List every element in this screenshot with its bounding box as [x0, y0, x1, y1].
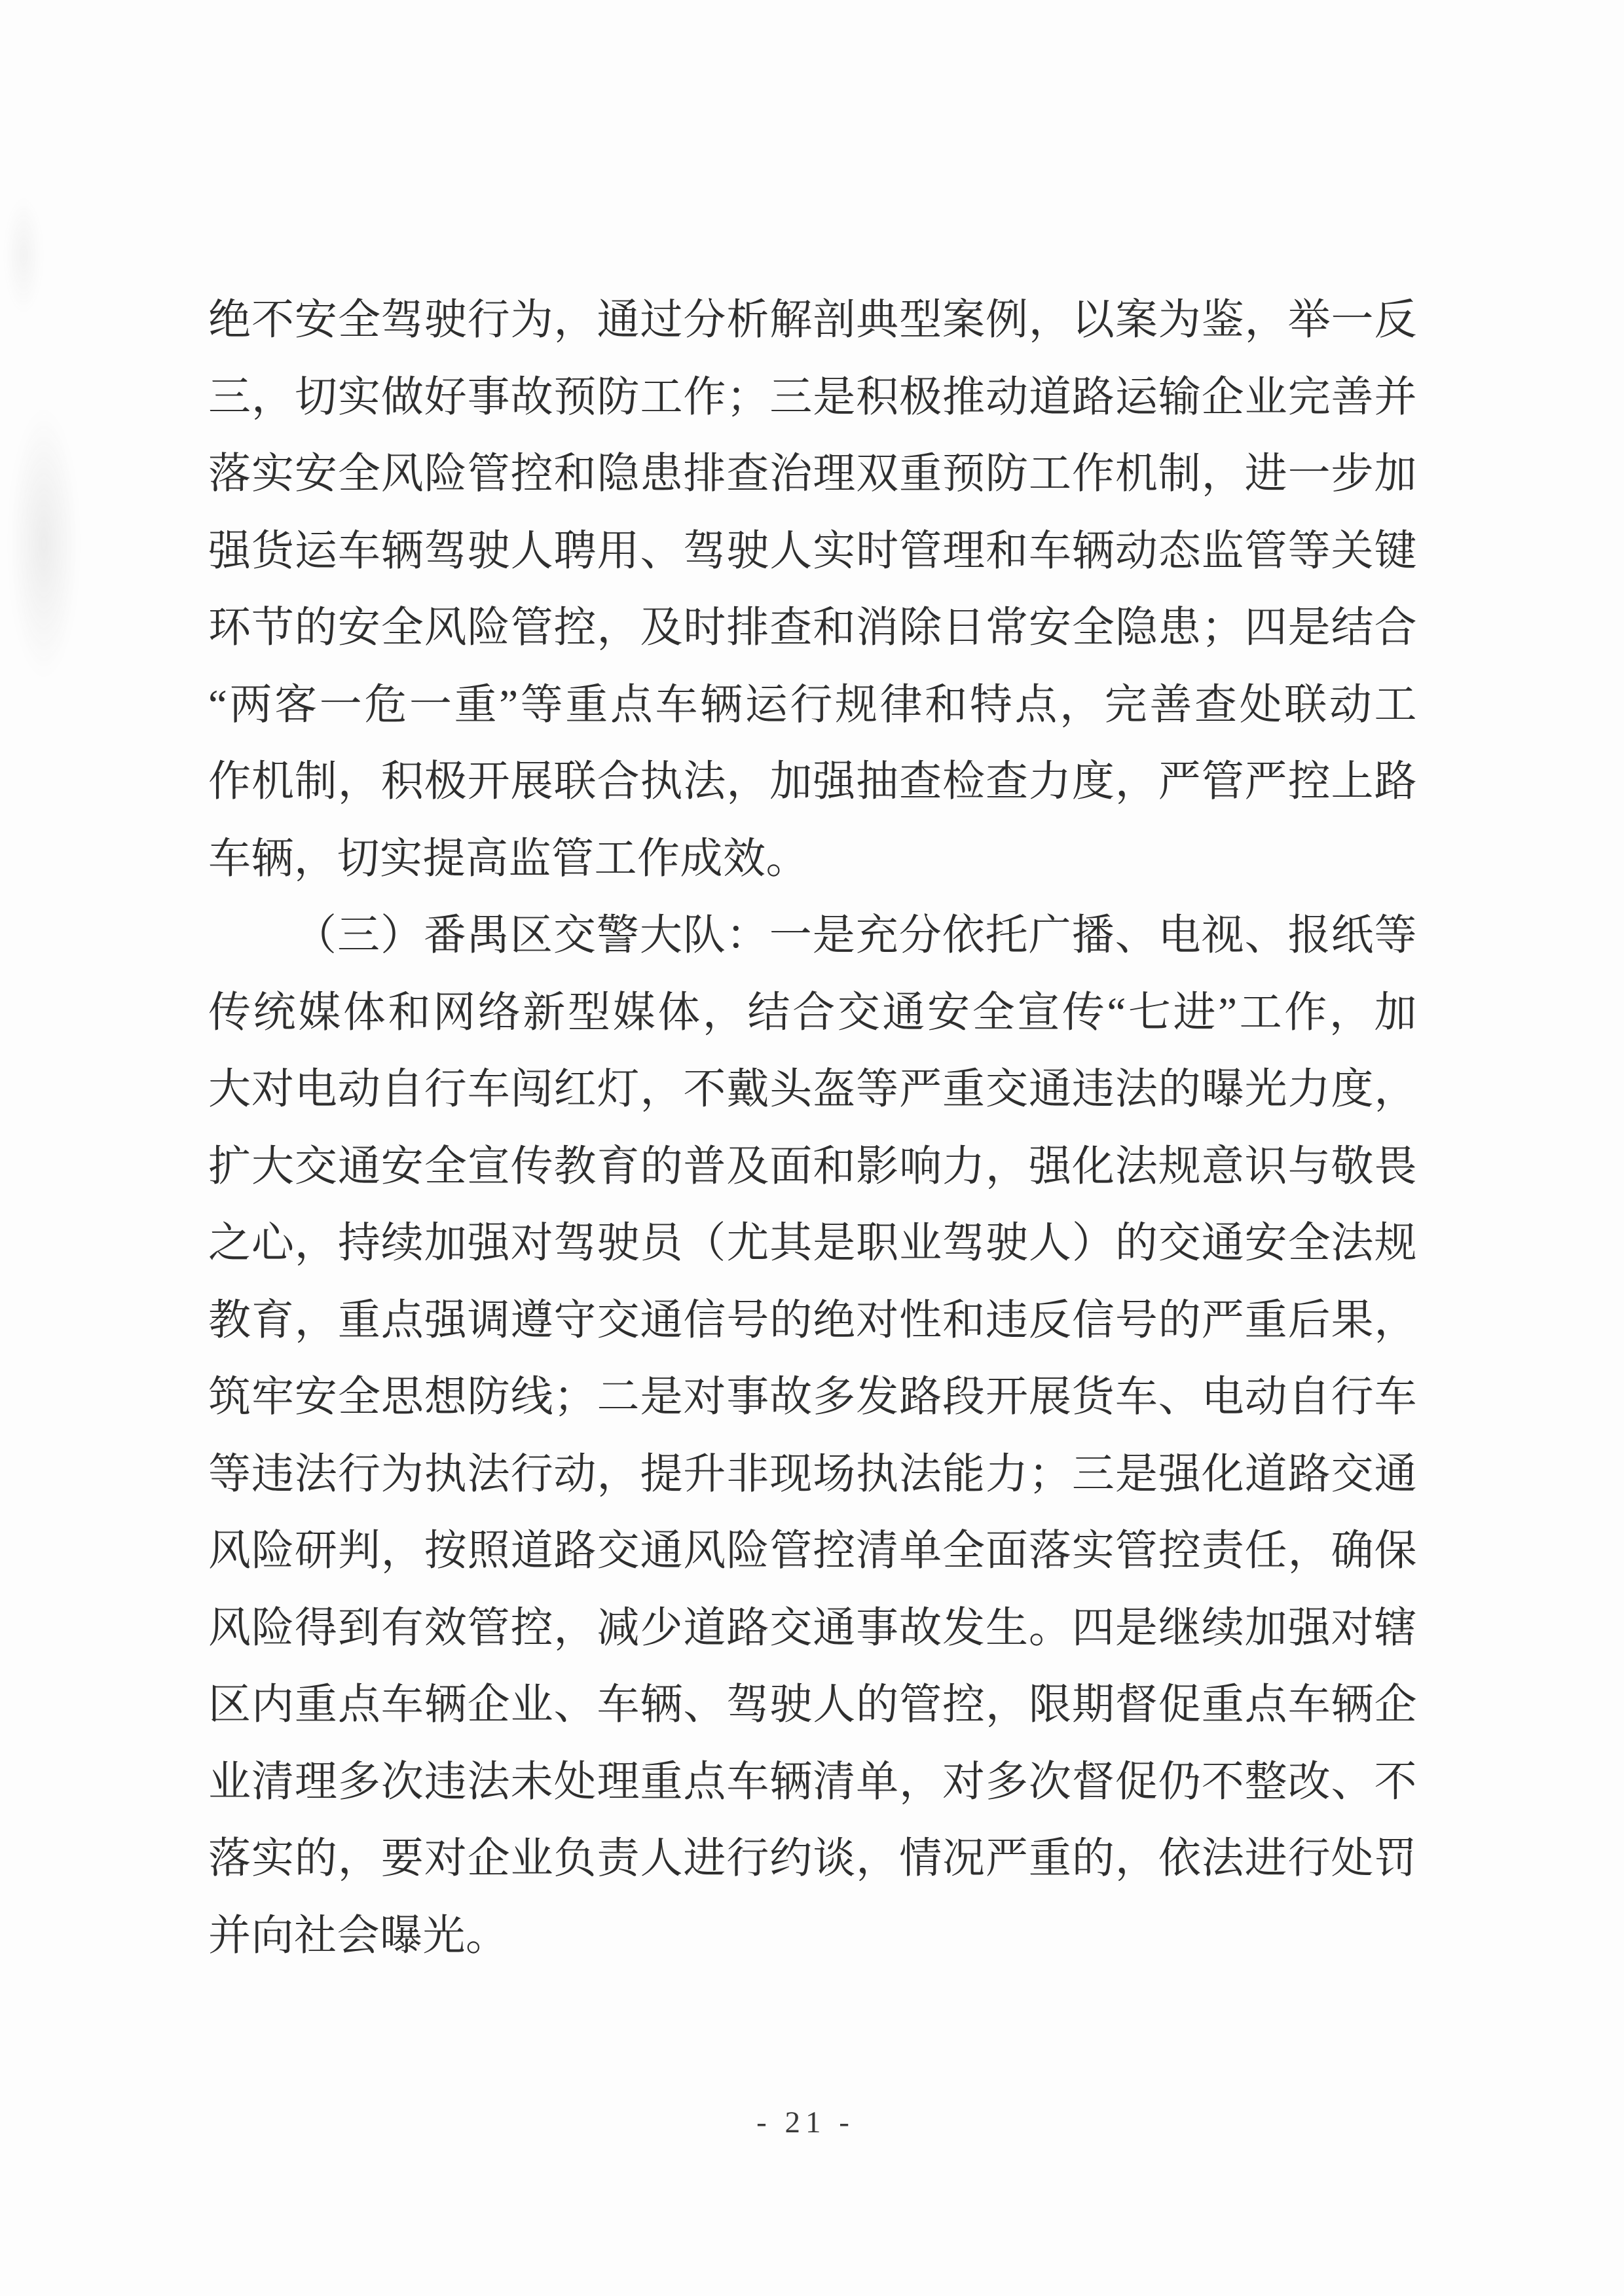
text-line: 强货运车辆驾驶人聘用、驾驶人实时管理和车辆动态监管等关键 [208, 527, 1417, 575]
text-line: 车辆，切实提高监管工作成效。 [208, 835, 809, 883]
text-line: 区内重点车辆企业、车辆、驾驶人的管控，限期督促重点车辆企 [208, 1681, 1417, 1728]
paragraph-section-three [208, 898, 1417, 1975]
text-line: 落实安全风险管控和隐患排查治理双重预防工作机制，进一步加 [208, 450, 1417, 498]
text-line: 落实的，要对企业负责人进行约谈，情况严重的，依法进行处罚 [208, 1835, 1417, 1882]
text-line: 之心，持续加强对驾驶员（尤其是职业驾驶人）的交通安全法规 [208, 1220, 1417, 1267]
text-line: 传统媒体和网络新型媒体，结合交通安全宣传“七进”工作，加 [208, 989, 1417, 1036]
text-line: 作机制，积极开展联合执法，加强抽查检查力度，严管严控上路 [208, 758, 1417, 805]
text-line: “两客一危一重”等重点车辆运行规律和特点，完善查处联动工 [208, 681, 1417, 729]
scan-smudge [4, 196, 43, 314]
text-line: 等违法行为执法行动，提升非现场执法能力；三是强化道路交通 [208, 1450, 1417, 1498]
text-line: 绝不安全驾驶行为，通过分析解剖典型案例，以案为鉴，举一反 [208, 297, 1417, 344]
document-body-text [208, 282, 1417, 1975]
text-line: 业清理多次违法未处理重点车辆清单，对多次督促仍不整改、不 [208, 1758, 1417, 1806]
text-line: 风险研判，按照道路交通风险管控清单全面落实管控责任，确保 [208, 1527, 1417, 1575]
scan-smudge [8, 406, 80, 681]
text-line: 筑牢安全思想防线；二是对事故多发路段开展货车、电动自行车 [208, 1374, 1417, 1421]
text-line: 大对电动自行车闯红灯，不戴头盔等严重交通违法的曝光力度， [208, 1066, 1417, 1113]
text-line: 扩大交通安全宣传教育的普及面和影响力，强化法规意识与敬畏 [208, 1142, 1417, 1190]
text-line: 风险得到有效管控，减少道路交通事故发生。四是继续加强对辖 [208, 1604, 1417, 1652]
text-line: 三，切实做好事故预防工作；三是积极推动道路运输企业完善并 [208, 373, 1417, 421]
text-line: （三）番禺区交警大队：一是充分依托广播、电视、报纸等 [294, 912, 1417, 959]
text-line: 环节的安全风险管控，及时排查和消除日常安全隐患；四是结合 [208, 604, 1417, 651]
paragraph-continuation [208, 282, 1417, 898]
text-line: 教育，重点强调遵守交通信号的绝对性和违反信号的严重后果， [208, 1296, 1417, 1344]
text-line: 并向社会曝光。 [208, 1912, 509, 1959]
page-number: - 21 - [756, 2105, 855, 2140]
